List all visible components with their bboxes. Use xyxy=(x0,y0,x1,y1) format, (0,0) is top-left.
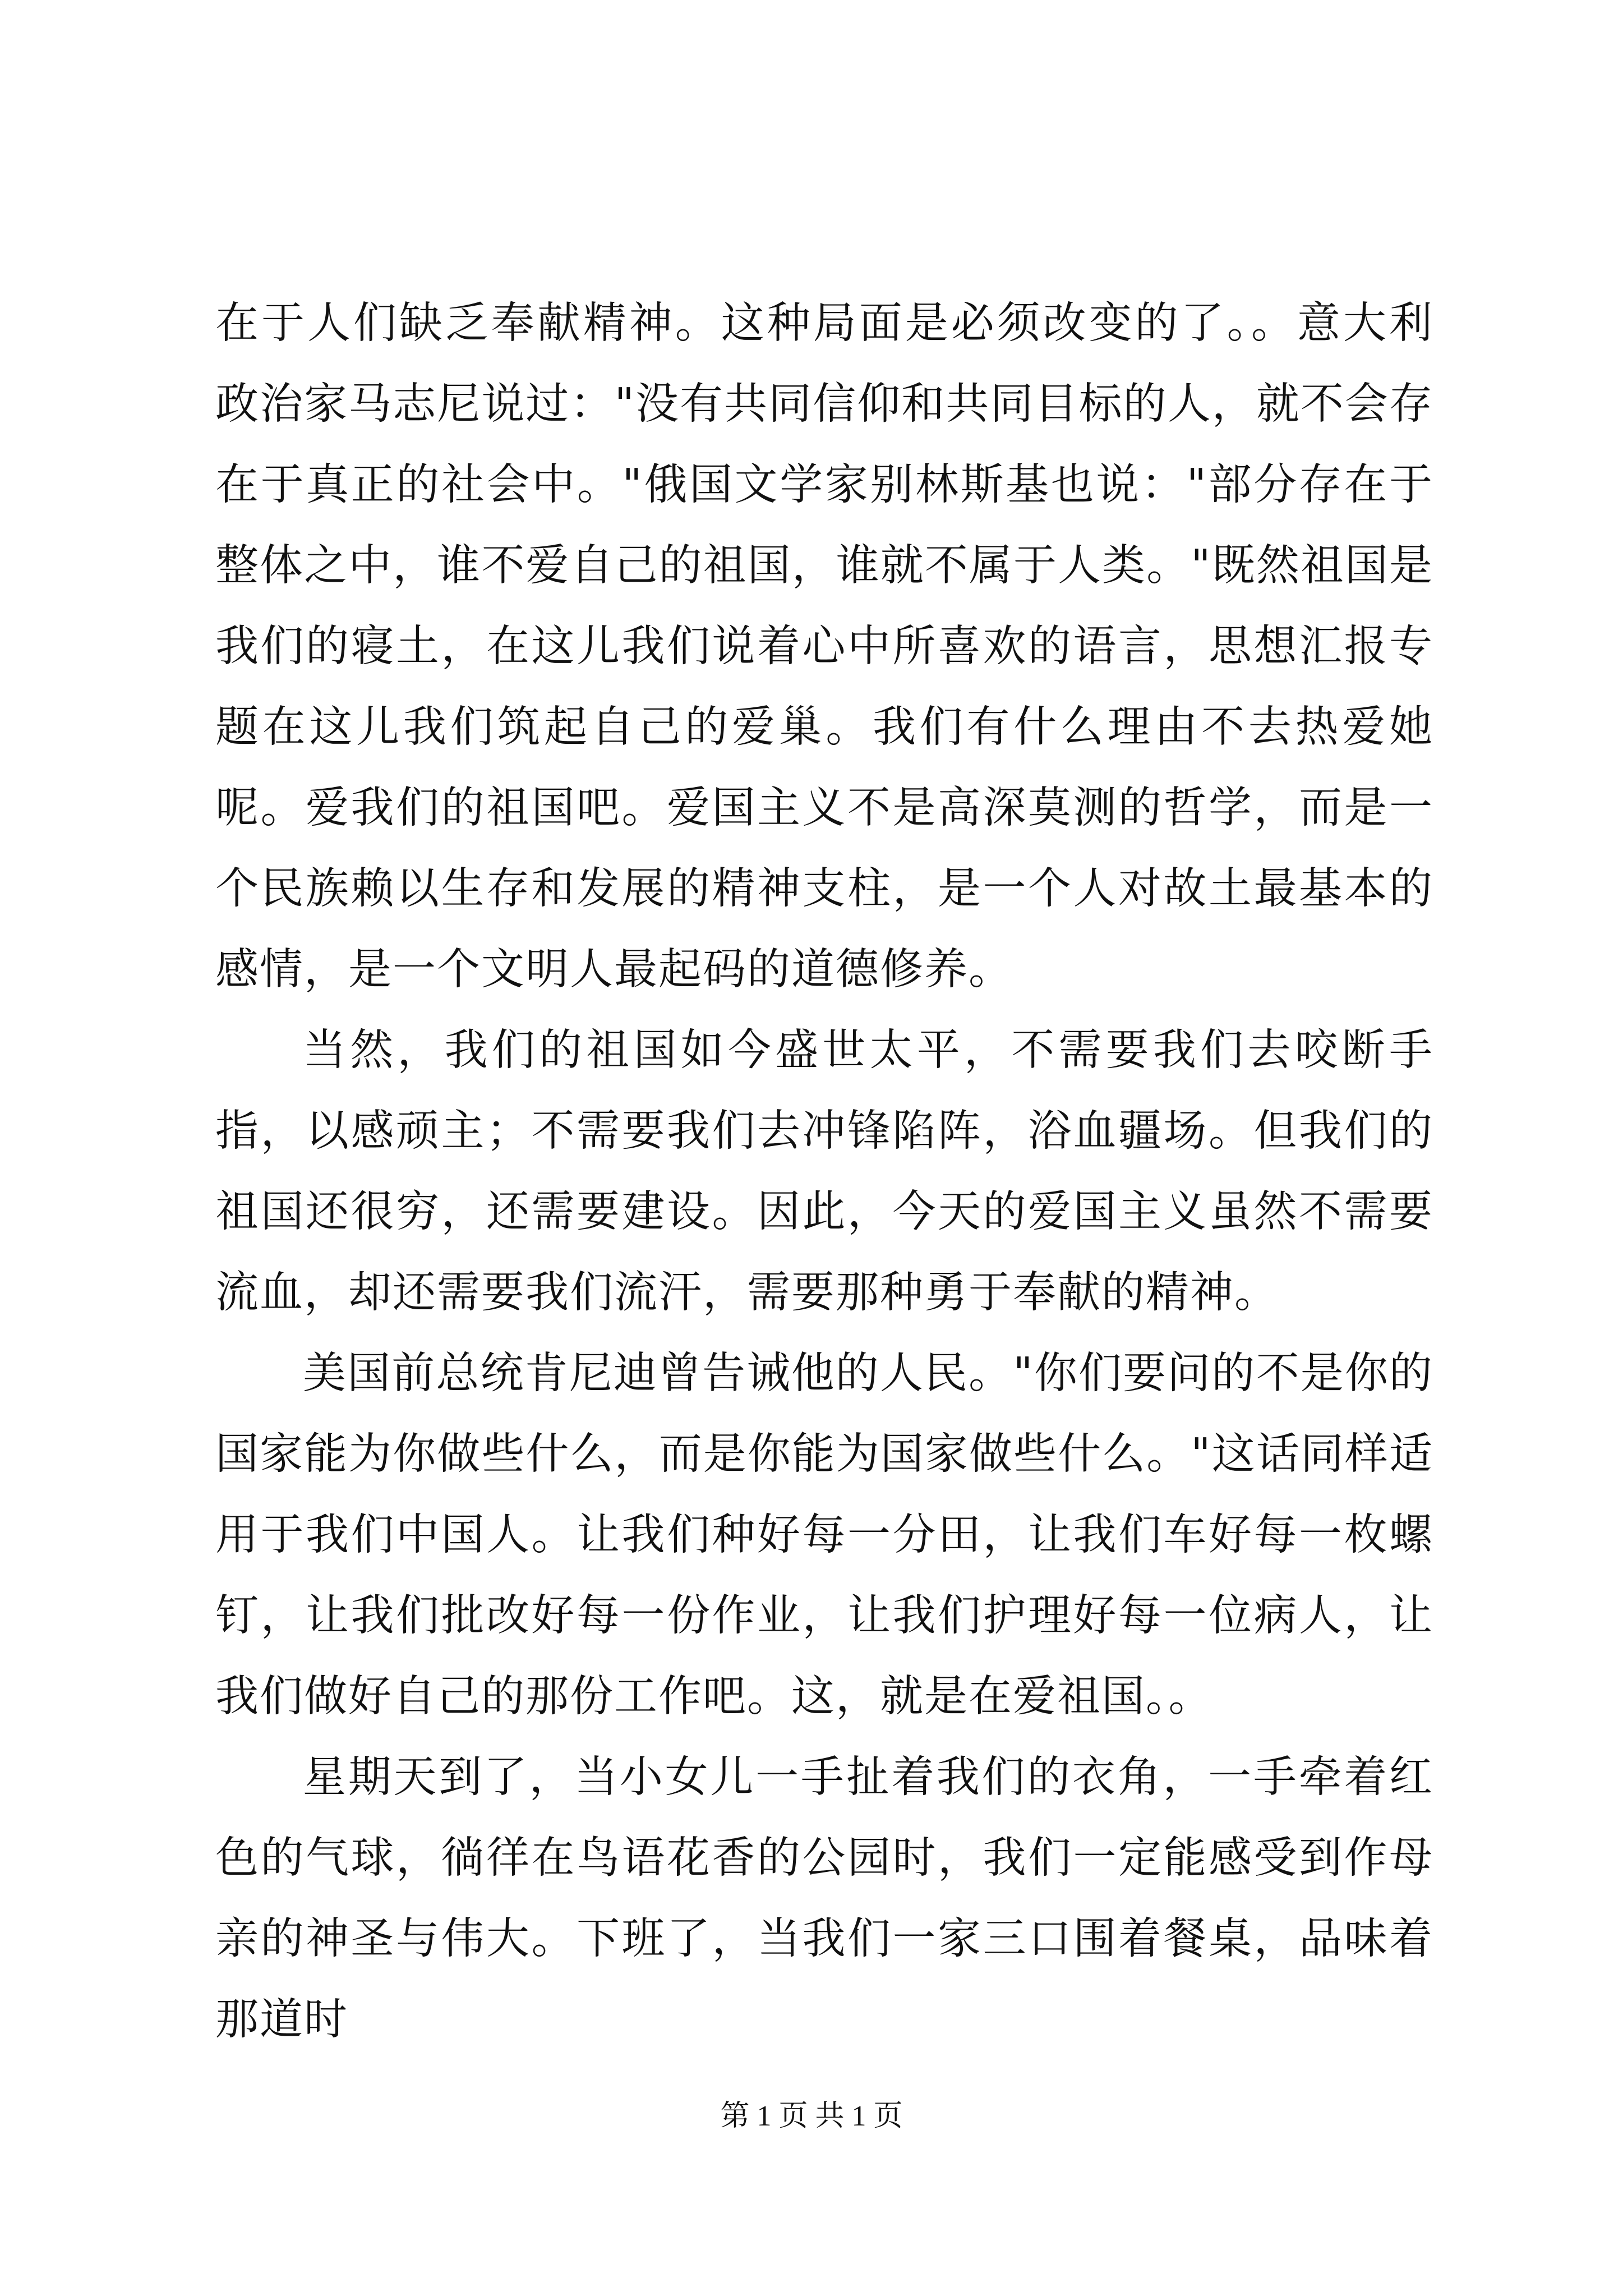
paragraph-2: 当然，我们的祖国如今盛世太平，不需要我们去咬断手指，以感顽主；不需要我们去冲锋陷阵，浴血疆场。但我们的祖国还很穷，还需要建设。因此，今天的爱国主义虽然不需要流血，却还需要我们流汗，需要那种勇于奉献的精神。 xyxy=(215,1025,1433,1318)
paragraph-3: 美国前总统肯尼迪曾告诫他的人民。"你们要问的不是你的国家能为你做些什么，而是你能为国家做些什么。"这话同样适用于我们中国人。让我们种好每一分田，让我们车好每一枚螺钉，让我们批改好每一份作业，让我们护理好每一位病人，让我们做好自己的那份工作吧。这，就是在爱祖国。。 xyxy=(215,1349,1433,1722)
page-number-label: 第 1 页 共 1 页 xyxy=(720,2100,903,2132)
page-footer xyxy=(0,2097,1623,2136)
paragraph-4: 星期天到了，当小女儿一手扯着我们的衣角，一手牵着红色的气球，徜徉在鸟语花香的公园时，我们一定能感受到作母亲的神圣与伟大。下班了，当我们一家三口围着餐桌，品味着那道时 xyxy=(215,1752,1433,2045)
document-body xyxy=(215,283,1433,2060)
paragraph-1: 在于人们缺乏奉献精神。这种局面是必须改变的了。。意大利政治家马志尼说过："没有共同信仰和共同目标的人，就不会存在于真正的社会中。"俄国文学家别林斯基也说："部分存在于整体之中，谁不爱自己的祖国，谁就不属于人类。"既然祖国是我们的寝土，在这儿我们说着心中所喜欢的语言，思想汇报专题在这儿我们筑起自己的爱巢。我们有什么理由不去热爱她呢。爱我们的祖国吧。爱国主义不是高深莫测的哲学，而是一个民族赖以生存和发展的精神支柱，是一个人对故土最基本的感情，是一个文明人最起码的道德修养。 xyxy=(215,298,1433,995)
